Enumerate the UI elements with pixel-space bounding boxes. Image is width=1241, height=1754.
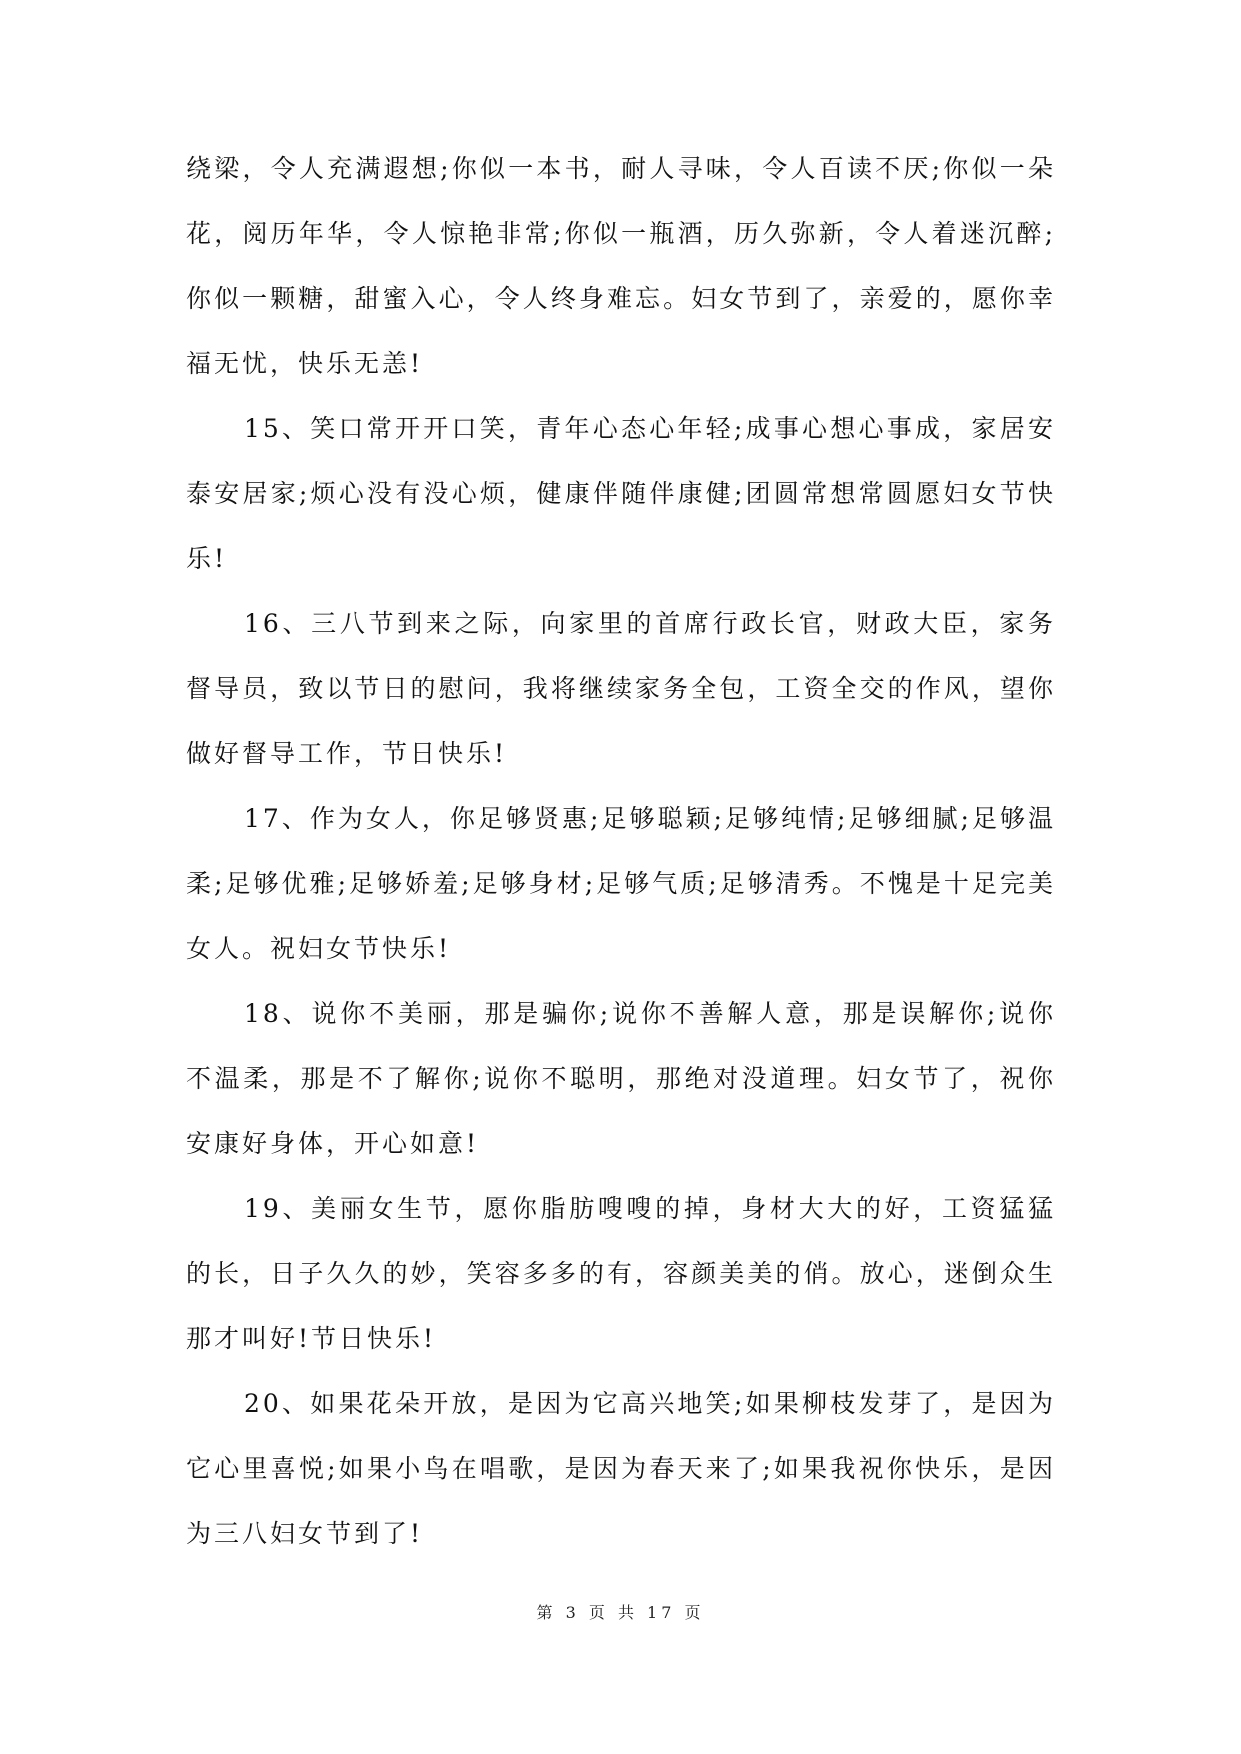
list-item-15: 15、笑口常开开口笑，青年心态心年轻;成事心想心事成，家居安泰安居家;烦心没有没心烦，健康伴随伴康健;团圆常想常圆愿妇女节快乐! [186,414,1056,573]
list-item-16: 16、三八节到来之际，向家里的首席行政长官，财政大臣，家务督导员，致以节日的慰问，我将继续家务全包，工资全交的作风，望你做好督导工作，节日快乐! [186,609,1056,768]
list-item-18: 18、说你不美丽，那是骗你;说你不善解人意，那是误解你;说你不温柔，那是不了解你;说你不聪明，那绝对没道理。妇女节了，祝你安康好身体，开心如意! [186,999,1056,1158]
page-content [186,136,1056,1566]
intro-paragraph: 绕梁，令人充满遐想;你似一本书，耐人寻味，令人百读不厌;你似一朵花，阅历年华，令人惊艳非常;你似一瓶酒，历久弥新，令人着迷沉醉;你似一颗糖，甜蜜入心，令人终身难忘。妇女节到了，亲爱的，愿你幸福无忧，快乐无恙! [186,154,1056,378]
list-item-17: 17、作为女人，你足够贤惠;足够聪颖;足够纯情;足够细腻;足够温柔;足够优雅;足够娇羞;足够身材;足够气质;足够清秀。不愧是十足完美女人。祝妇女节快乐! [186,804,1056,963]
list-item-19: 19、美丽女生节，愿你脂肪嗖嗖的掉，身材大大的好，工资猛猛的长，日子久久的妙，笑容多多的有，容颜美美的俏。放心，迷倒众生那才叫好!节日快乐! [186,1194,1056,1353]
list-item-20: 20、如果花朵开放，是因为它高兴地笑;如果柳枝发芽了，是因为它心里喜悦;如果小鸟在唱歌，是因为春天来了;如果我祝你快乐，是因为三八妇女节到了! [186,1389,1056,1548]
page-footer: 第 3 页 共 17 页 [536,1603,705,1622]
